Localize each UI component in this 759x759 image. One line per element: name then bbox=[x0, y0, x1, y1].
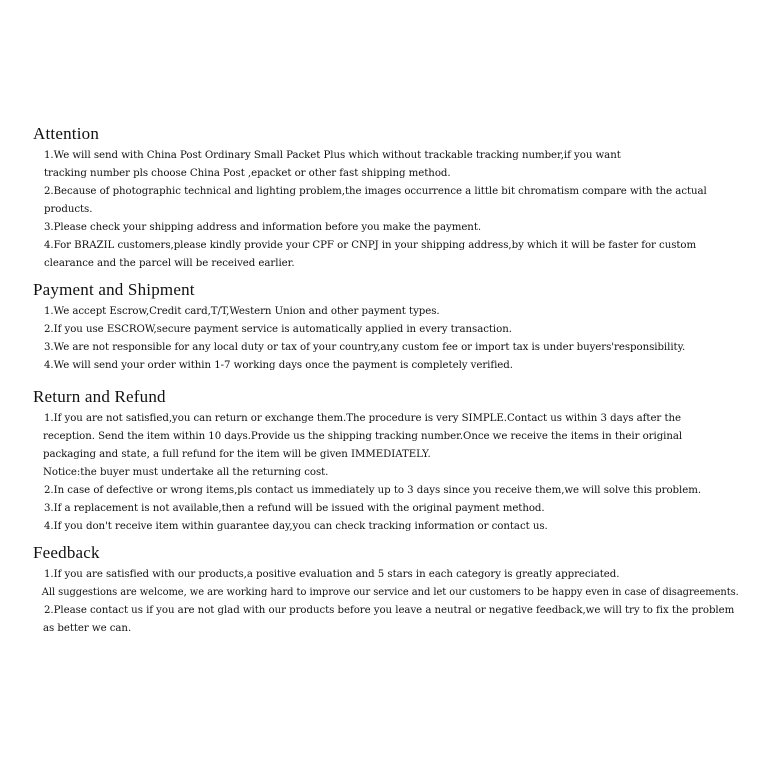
payment-line-3: 3.We are not responsible for any local duty or tax of your country,any custom fee or import tax is under buyers'responsibility. bbox=[44, 342, 686, 353]
return-section bbox=[33, 387, 739, 536]
payment-section bbox=[33, 280, 739, 375]
feedback-line-4: as better we can. bbox=[43, 623, 132, 634]
return-heading: Return and Refund bbox=[33, 387, 166, 406]
attention-section bbox=[33, 124, 739, 273]
attention-line-2: tracking number pls choose China Post ,epacket or other fast shipping method. bbox=[44, 168, 451, 179]
attention-line-6: 4.For BRAZIL customers,please kindly provide your CPF or CNPJ in your shipping address,by which it will be faster for custom bbox=[44, 240, 697, 251]
return-line-1: 1.If you are not satisfied,you can return or exchange them.The procedure is very SIMPLE.Contact us within 3 days after the bbox=[44, 413, 681, 424]
feedback-heading: Feedback bbox=[33, 543, 100, 562]
return-line-3: packaging and state, a full refund for the item will be given IMMEDIATELY. bbox=[43, 449, 431, 460]
feedback-line-1: 1.If you are satisfied with our products,a positive evaluation and 5 stars in each category is greatly appreciated. bbox=[44, 569, 620, 580]
payment-list bbox=[33, 303, 739, 375]
return-line-5: 2.In case of defective or wrong items,pls contact us immediately up to 3 days since you receive them,we will solve this problem. bbox=[44, 485, 702, 496]
payment-line-2: 2.If you use ESCROW,secure payment service is automatically applied in every transaction. bbox=[44, 324, 512, 335]
return-line-6: 3.If a replacement is not available,then a refund will be issued with the original payment method. bbox=[44, 503, 545, 514]
payment-line-1: 1.We accept Escrow,Credit card,T/T,Western Union and other payment types. bbox=[44, 306, 440, 317]
feedback-line-2: All suggestions are welcome, we are working hard to improve our service and let our customers to be happy even in case of disagreements. bbox=[41, 587, 739, 598]
payment-line-4: 4.We will send your order within 1-7 working days once the payment is completely verified. bbox=[44, 360, 513, 371]
attention-line-5: 3.Please check your shipping address and information before you make the payment. bbox=[44, 222, 482, 233]
attention-line-1: 1.We will send with China Post Ordinary Small Packet Plus which without trackable tracking number,if you want bbox=[44, 150, 621, 161]
attention-line-3: 2.Because of photographic technical and lighting problem,the images occurrence a little bit chromatism compare with the actual bbox=[44, 186, 707, 197]
return-list bbox=[33, 410, 739, 536]
return-line-7: 4.If you don't receive item within guarantee day,you can check tracking information or contact us. bbox=[44, 521, 548, 532]
feedback-list bbox=[33, 566, 739, 638]
attention-line-4: products. bbox=[44, 204, 93, 215]
feedback-section bbox=[33, 543, 739, 638]
feedback-line-3: 2.Please contact us if you are not glad with our products before you leave a neutral or negative feedback,we will try to fix the problem bbox=[44, 605, 735, 616]
attention-heading: Attention bbox=[33, 124, 100, 143]
return-line-4: Notice:the buyer must undertake all the returning cost. bbox=[43, 467, 329, 478]
payment-heading: Payment and Shipment bbox=[33, 280, 195, 299]
attention-list bbox=[33, 147, 739, 273]
attention-line-7: clearance and the parcel will be received earlier. bbox=[44, 258, 295, 269]
return-line-2: reception. Send the item within 10 days.Provide us the shipping tracking number.Once we receive the items in their original bbox=[43, 431, 683, 442]
